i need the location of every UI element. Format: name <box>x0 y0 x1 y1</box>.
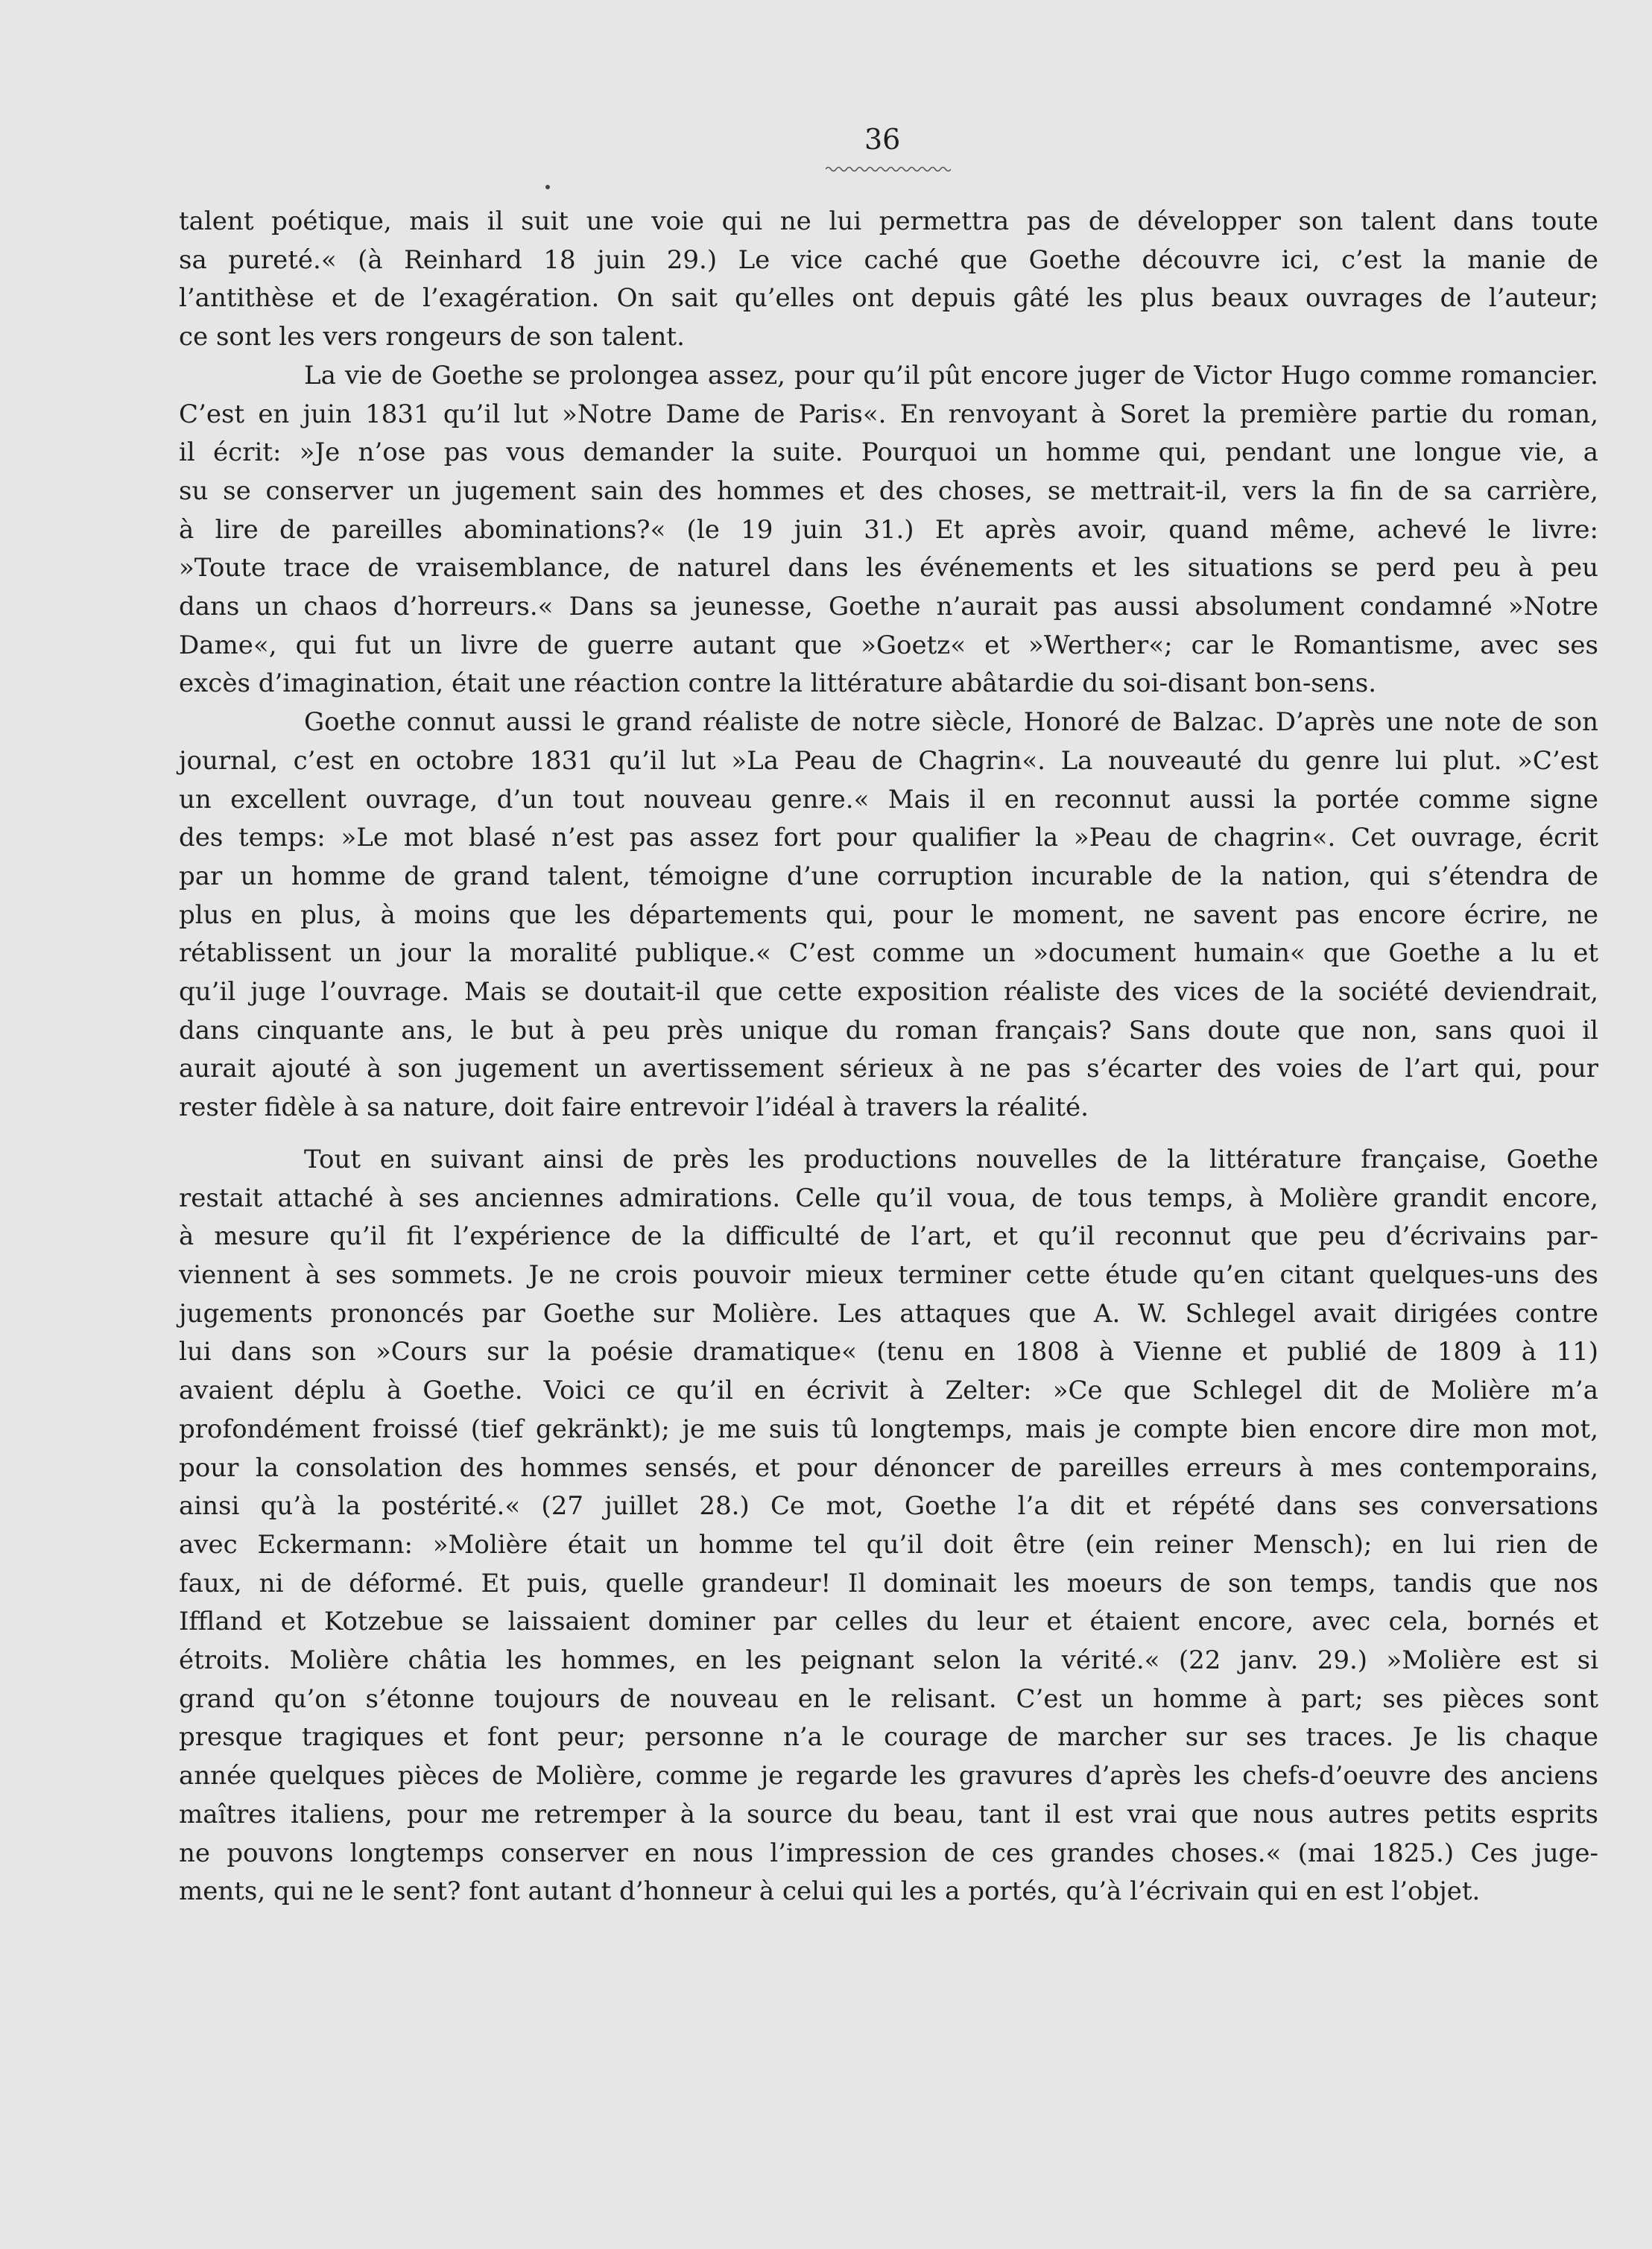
text-line: à lire de pareilles abominations?« (le 19 juin 31.) Et après avoir, quand même, achevé le livre: <box>179 514 1598 545</box>
text-line: restait attaché à ses anciennes admirations. Celle qu’il voua, de tous temps, à Molière grandit encore, <box>179 1183 1598 1213</box>
text-line: plus en plus, à moins que les départements qui, pour le moment, ne savent pas encore écrire, ne <box>179 899 1598 930</box>
text-line: profondément froissé (tief gekränkt); je me suis tû longtemps, mais je compte bien encore dire mon mot, <box>179 1414 1598 1444</box>
text-line: grand qu’on s’étonne toujours de nouveau en le relisant. C’est un homme à part; ses pièces sont <box>179 1683 1598 1714</box>
text-line: La vie de Goethe se prolongea assez, pour qu’il pût encore juger de Victor Hugo comme romancier. <box>304 360 1598 390</box>
text-line: talent poétique, mais il suit une voie qui ne lui permettra pas de développer son talent dans toute <box>179 206 1598 236</box>
text-line: étroits. Molière châtia les hommes, en les peignant selon la vérité.« (22 janv. 29.) »Molière est si <box>179 1645 1598 1676</box>
text-line: l’antithèse et de l’exagération. On sait qu’elles ont depuis gâté les plus beaux ouvrages de l’auteur; <box>179 283 1598 314</box>
text-line: ne pouvons longtemps conserver en nous l’impression de ces grandes choses.« (mai 1825.) Ces juge- <box>179 1838 1598 1868</box>
print-speck <box>545 185 550 189</box>
text-line: faux, ni de déformé. Et puis, quelle grandeur! Il dominait les moeurs de son temps, tandis que nos <box>179 1568 1598 1598</box>
text-line: aurait ajouté à son jugement un avertissement sérieux à ne pas s’écarter des voies de l’art qui, pour <box>179 1054 1598 1084</box>
text-line: rétablissent un jour la moralité publique.« C’est comme un »document humain« que Goethe a lu et <box>179 938 1598 969</box>
text-line: avec Eckermann: »Molière était un homme tel qu’il doit être (ein reiner Mensch); en lui rien de <box>179 1529 1598 1560</box>
text-line: C’est en juin 1831 qu’il lut »Notre Dame de Paris«. En renvoyant à Soret la première partie du roman, <box>179 399 1598 429</box>
text-line: »Toute trace de vraisemblance, de naturel dans les événements et les situations se perd peu à peu <box>179 553 1598 583</box>
text-line: dans un chaos d’horreurs.« Dans sa jeunesse, Goethe n’aurait pas aussi absolument condamné »Notre <box>179 592 1598 622</box>
text-line: année quelques pièces de Molière, comme je regarde les gravures d’après les chefs-d’oeuvre des anciens <box>179 1761 1598 1791</box>
text-line: ainsi qu’à la postérité.« (27 juillet 28.) Ce mot, Goethe l’a dit et répété dans ses conversations <box>179 1491 1598 1522</box>
text-line: excès d’imagination, était une réaction contre la littérature abâtardie du soi-disant bon-sens. <box>179 668 1377 699</box>
text-line: à mesure qu’il fit l’expérience de la difficulté de l’art, et qu’il reconnut que peu d’écrivains par- <box>179 1221 1598 1252</box>
text-line: ments, qui ne le sent? font autant d’honneur à celui qui les a portés, qu’à l’écrivain qui en est l’objet. <box>179 1876 1481 1907</box>
body-text <box>179 203 1598 1911</box>
paragraph-balzac <box>179 703 1598 1127</box>
text-line: Iffland et Kotzebue se laissaient dominer par celles du leur et étaient encore, avec cela, bornés et <box>179 1607 1598 1637</box>
wavy-rule-ornament <box>826 165 951 173</box>
text-line: des temps: »Le mot blasé n’est pas assez fort pour qualifier la »Peau de chagrin«. Cet ouvrage, écrit <box>179 823 1598 853</box>
text-line: Goethe connut aussi le grand réaliste de notre siècle, Honoré de Balzac. D’après une note de son <box>304 707 1598 738</box>
paragraph-victor-hugo <box>179 357 1598 703</box>
text-line: ce sont les vers rongeurs de son talent. <box>179 322 685 352</box>
text-line: il écrit: »Je n’ose pas vous demander la suite. Pourquoi un homme qui, pendant une longue vie, a <box>179 437 1598 468</box>
paragraph-moliere <box>179 1141 1598 1911</box>
text-line: su se conserver un jugement sain des hommes et des choses, se mettrait-il, vers la fin de sa carrière, <box>179 475 1598 506</box>
text-line: presque tragiques et font peur; personne n’a le courage de marcher sur ses traces. Je lis chaque <box>179 1722 1598 1753</box>
paragraph-hugo-intro-end <box>179 203 1598 357</box>
text-line: Dame«, qui fut un livre de guerre autant que »Goetz« et »Werther«; car le Romantisme, avec ses <box>179 630 1598 660</box>
text-line: sa pureté.« (à Reinhard 18 juin 29.) Le vice caché que Goethe découvre ici, c’est la manie de <box>179 244 1598 275</box>
text-line: Tout en suivant ainsi de près les productions nouvelles de la littérature française, Goethe <box>304 1144 1598 1174</box>
text-line: journal, c’est en octobre 1831 qu’il lut »La Peau de Chagrin«. La nouveauté du genre lui plut. »C’est <box>179 745 1598 776</box>
text-line: maîtres italiens, pour me retremper à la source du beau, tant il est vrai que nous autres petits esprits <box>179 1799 1598 1829</box>
text-line: un excellent ouvrage, d’un tout nouveau genre.« Mais il en reconnut aussi la portée comme signe <box>179 784 1598 814</box>
text-line: jugements prononcés par Goethe sur Molière. Les attaques que A. W. Schlegel avait dirigées contre <box>179 1298 1598 1329</box>
page-number: 36 <box>864 123 901 156</box>
text-line: lui dans son »Cours sur la poésie dramatique« (tenu en 1808 à Vienne et publié de 1809 à 11) <box>179 1337 1598 1367</box>
text-line: avaient déplu à Goethe. Voici ce qu’il en écrivit à Zelter: »Ce que Schlegel dit de Molière m’a <box>179 1376 1598 1406</box>
text-line: qu’il juge l’ouvrage. Mais se doutait-il que cette exposition réaliste des vices de la société deviendrait, <box>179 977 1598 1008</box>
text-line: viennent à ses sommets. Je ne crois pouvoir mieux terminer cette étude qu’en citant quelques-uns des <box>179 1259 1598 1290</box>
text-line: pour la consolation des hommes sensés, et pour dénoncer de pareilles erreurs à mes contemporains, <box>179 1452 1598 1483</box>
text-line: dans cinquante ans, le but à peu près unique du roman français? Sans doute que non, sans quoi il <box>179 1015 1598 1046</box>
text-line: rester fidèle à sa nature, doit faire entrevoir l’idéal à travers la réalité. <box>179 1092 1089 1123</box>
text-line: par un homme de grand talent, témoigne d’une corruption incurable de la nation, qui s’étendra de <box>179 861 1598 891</box>
